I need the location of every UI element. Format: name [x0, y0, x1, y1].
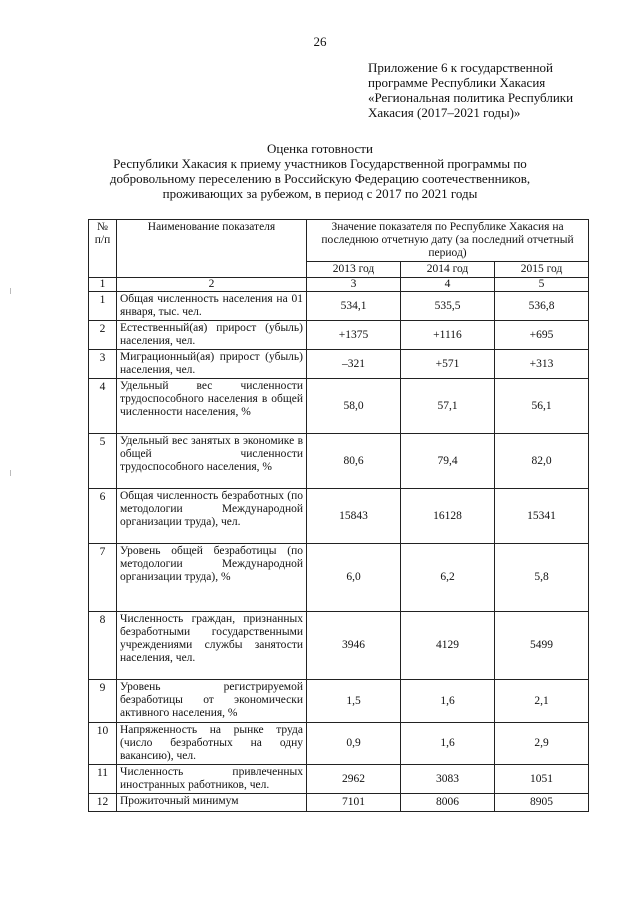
header-name: Наименование показателя — [117, 220, 307, 278]
header-num: № п/п — [89, 220, 117, 278]
value-2014: 79,4 — [401, 434, 495, 489]
indicator-name: Естественный(ая) прирост (убыль) населения, чел. — [117, 321, 307, 350]
row-number: 4 — [89, 379, 117, 434]
appendix-line: Приложение 6 к государственной — [368, 60, 553, 75]
value-2015: +313 — [495, 350, 589, 379]
indicator-name: Удельный вес численности трудоспособного населения в общей численности населения, % — [117, 379, 307, 434]
value-2013: 534,1 — [307, 292, 401, 321]
row-number: 7 — [89, 544, 117, 612]
table-row — [89, 321, 589, 350]
value-2015: 1051 — [495, 765, 589, 794]
value-2013: +1375 — [307, 321, 401, 350]
value-2013: 80,6 — [307, 434, 401, 489]
appendix-line: программе Республики Хакасия — [368, 75, 546, 90]
value-2013: 0,9 — [307, 723, 401, 765]
value-2013: –321 — [307, 350, 401, 379]
column-index: 1 — [89, 278, 117, 292]
table-row — [89, 292, 589, 321]
value-2014: 57,1 — [401, 379, 495, 434]
value-2014: 16128 — [401, 489, 495, 544]
page-number: 26 — [313, 34, 327, 49]
value-2014: 535,5 — [401, 292, 495, 321]
indicator-name: Численность граждан, признанных безработными государственными учреждениями службы занятости населения, чел. — [117, 612, 307, 680]
value-2013: 15843 — [307, 489, 401, 544]
column-index: 2 — [117, 278, 307, 292]
table-row — [89, 489, 589, 544]
header-values: Значение показателя по Республике Хакасия на последнюю отчетную дату (за последний отчетный период) — [307, 220, 589, 262]
title-line: Оценка готовности — [267, 141, 373, 156]
row-number: 12 — [89, 794, 117, 812]
table-row — [89, 544, 589, 612]
column-index: 3 — [307, 278, 401, 292]
table-row — [89, 434, 589, 489]
value-2015: 2,1 — [495, 680, 589, 723]
appendix-line: Хакасия (2017–2021 годы)» — [368, 105, 521, 120]
value-2015: 56,1 — [495, 379, 589, 434]
indicator-name: Напряженность на рынке труда (число безработных на одну вакансию), чел. — [117, 723, 307, 765]
row-number: 9 — [89, 680, 117, 723]
indicator-name: Прожиточный минимум — [117, 794, 307, 812]
value-2015: 5499 — [495, 612, 589, 680]
indicator-name: Численность привлеченных иностранных работников, чел. — [117, 765, 307, 794]
value-2014: 1,6 — [401, 723, 495, 765]
column-index: 5 — [495, 278, 589, 292]
value-2014: 4129 — [401, 612, 495, 680]
row-number: 1 — [89, 292, 117, 321]
value-2015: 536,8 — [495, 292, 589, 321]
appendix-header — [368, 60, 628, 120]
title-line: Республики Хакасия к приему участников Государственной программы по — [113, 156, 527, 171]
value-2014: 3083 — [401, 765, 495, 794]
value-2015: 5,8 — [495, 544, 589, 612]
row-number: 11 — [89, 765, 117, 794]
table-row — [89, 379, 589, 434]
appendix-line: «Региональная политика Республики — [368, 90, 574, 105]
value-2015: 2,9 — [495, 723, 589, 765]
row-number: 3 — [89, 350, 117, 379]
indicator-name: Миграционный(ая) прирост (убыль) населения, чел. — [117, 350, 307, 379]
value-2014: 1,6 — [401, 680, 495, 723]
value-2013: 1,5 — [307, 680, 401, 723]
table-row — [89, 680, 589, 723]
row-number: 10 — [89, 723, 117, 765]
row-number: 6 — [89, 489, 117, 544]
value-2015: 15341 — [495, 489, 589, 544]
value-2015: +695 — [495, 321, 589, 350]
table-row — [89, 612, 589, 680]
column-index-row — [89, 278, 589, 292]
value-2013: 7101 — [307, 794, 401, 812]
value-2014: +1116 — [401, 321, 495, 350]
column-index: 4 — [401, 278, 495, 292]
scan-margin-mark — [10, 470, 11, 476]
document-title — [0, 141, 640, 201]
table-body — [89, 278, 589, 812]
indicator-name: Удельный вес занятых в экономике в общей численности трудоспособного населения, % — [117, 434, 307, 489]
table-row — [89, 350, 589, 379]
indicator-name: Общая численность населения на 01 января, тыс. чел. — [117, 292, 307, 321]
value-2014: +571 — [401, 350, 495, 379]
scan-margin-mark — [10, 288, 11, 294]
table-row — [89, 765, 589, 794]
row-number: 5 — [89, 434, 117, 489]
value-2013: 6,0 — [307, 544, 401, 612]
header-year-2015: 2015 год — [495, 262, 589, 278]
table-row — [89, 723, 589, 765]
table-row — [89, 794, 589, 812]
value-2015: 8905 — [495, 794, 589, 812]
header-year-2014: 2014 год — [401, 262, 495, 278]
value-2013: 2962 — [307, 765, 401, 794]
value-2015: 82,0 — [495, 434, 589, 489]
readiness-table — [88, 219, 589, 812]
indicator-name: Уровень общей безработицы (по методологии Международной организации труда), % — [117, 544, 307, 612]
value-2013: 58,0 — [307, 379, 401, 434]
title-line: проживающих за рубежом, в период с 2017 по 2021 годы — [162, 186, 478, 201]
indicator-name: Уровень регистрируемой безработицы от экономически активного населения, % — [117, 680, 307, 723]
row-number: 2 — [89, 321, 117, 350]
row-number: 8 — [89, 612, 117, 680]
value-2014: 8006 — [401, 794, 495, 812]
title-line: добровольному переселению в Российскую Федерацию соотечественников, — [109, 171, 531, 186]
indicator-name: Общая численность безработных (по методологии Международной организации труда), чел. — [117, 489, 307, 544]
value-2013: 3946 — [307, 612, 401, 680]
value-2014: 6,2 — [401, 544, 495, 612]
header-year-2013: 2013 год — [307, 262, 401, 278]
